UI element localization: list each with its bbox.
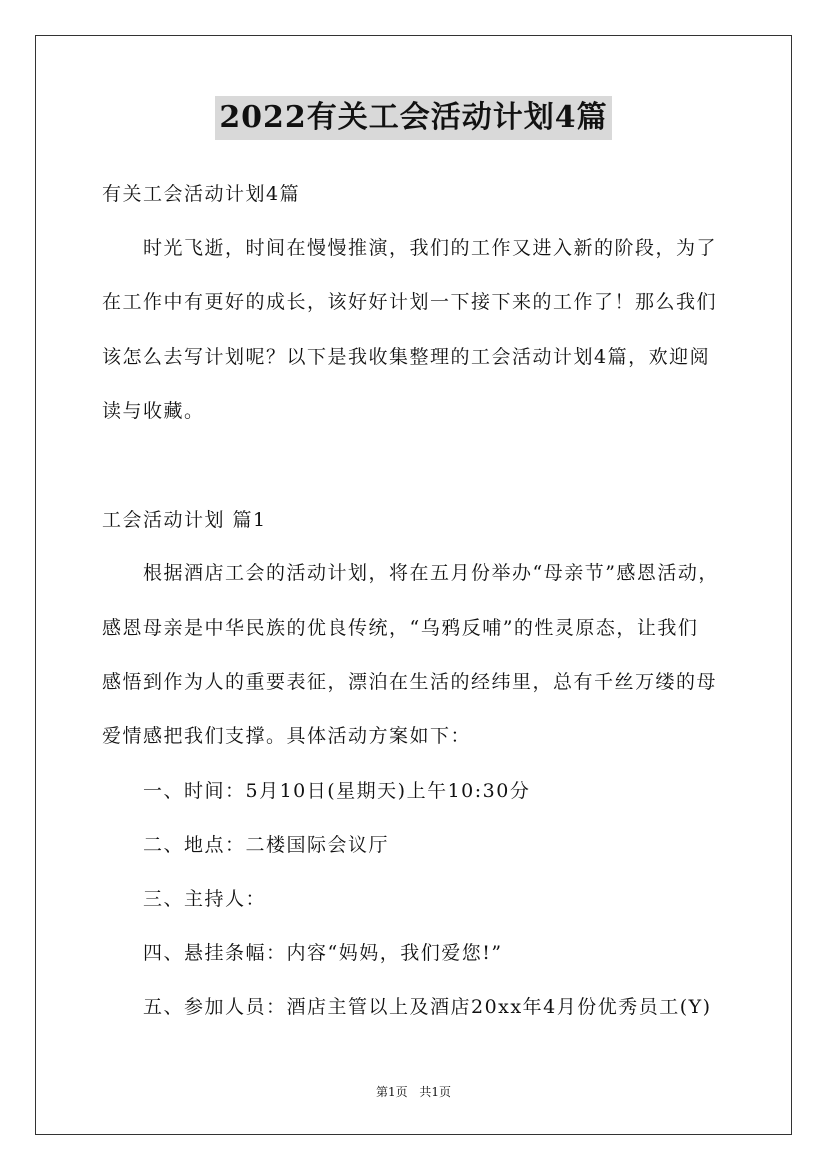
- section-heading: 工会活动计划 篇1: [102, 509, 267, 531]
- intro-line: 时光飞逝，时间在慢慢推演，我们的工作又进入新的阶段，为了: [143, 237, 718, 259]
- list-item: 四、悬挂条幅：内容“妈妈，我们爱您!”: [143, 942, 503, 964]
- section-paragraph-line: 感悟到作为人的重要表征，漂泊在生活的经纬里，总有千丝万缕的母: [102, 671, 718, 693]
- document-subtitle: 有关工会活动计划4篇: [102, 183, 301, 205]
- page-number: 第1页: [375, 1085, 408, 1099]
- intro-line: 读与收藏。: [102, 400, 205, 422]
- intro-line: 该怎么去写计划呢？以下是我收集整理的工会活动计划4篇，欢迎阅: [102, 346, 711, 368]
- list-item: 三、主持人：: [143, 888, 267, 910]
- list-item: 五、参加人员：酒店主管以上及酒店20xx年4月份优秀员工(Y): [143, 996, 712, 1018]
- section-paragraph-line: 根据酒店工会的活动计划，将在五月份举办“母亲节”感恩活动，: [143, 562, 719, 584]
- intro-line: 在工作中有更好的成长，该好好计划一下接下来的工作了！那么我们: [102, 291, 718, 313]
- section-paragraph-line: 感恩母亲是中华民族的优良传统，“乌鸦反哺”的性灵原态，让我们: [102, 617, 699, 639]
- page-footer: [0, 1083, 827, 1100]
- list-item: 二、地点：二楼国际会议厅: [143, 834, 390, 856]
- section-paragraph-line: 爱情感把我们支撑。具体活动方案如下：: [102, 725, 472, 747]
- list-item: 一、时间：5月10日(星期天)上午10:30分: [143, 780, 531, 802]
- page-total: 共1页: [419, 1085, 452, 1099]
- document-title: 2022有关工会活动计划4篇: [215, 96, 611, 140]
